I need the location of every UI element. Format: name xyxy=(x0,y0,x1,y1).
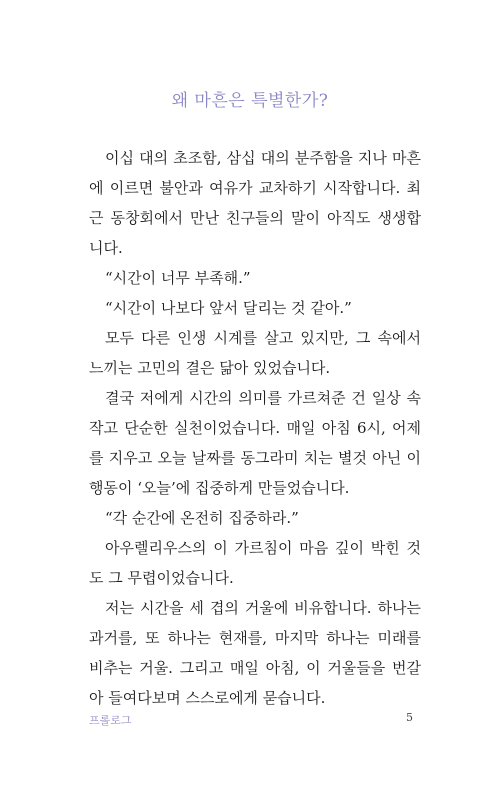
paragraph: “시간이 너무 부족해.” xyxy=(105,269,251,287)
paragraph: 결국 저에게 시간의 의미를 가르쳐준 건 일상 속 작고 단순한 실천이었습니다. 매일 아침 6시, 어제를 지우고 오늘 날짜를 동그라미 치는 별것 아닌 이 행동이 ‘오늘’에 집중하게 만들었습니다. xyxy=(89,389,421,497)
footer-section-label: 프롤로그 xyxy=(89,714,132,727)
paragraph: 이십 대의 초조함, 삼십 대의 분주함을 지나 마흔에 이르면 불안과 여유가 교차하기 시작합니다. 최근 동창회에서 만난 친구들의 말이 아직도 생생합니다. xyxy=(89,149,421,257)
body-text xyxy=(89,143,421,713)
page-number: 5 xyxy=(406,711,413,724)
paragraph: “각 순간에 온전히 집중하라.” xyxy=(105,509,299,527)
paragraph: 아우렐리우스의 이 가르침이 마음 깊이 박힌 것도 그 무렵이었습니다. xyxy=(89,539,421,587)
paragraph: 저는 시간을 세 겹의 거울에 비유합니다. 하나는 과거를, 또 하나는 현재를, 마지막 하나는 미래를 비추는 거울. 그리고 매일 아침, 이 거울들을 번갈아 들여다보며 스스로에게 묻습니다. xyxy=(89,599,421,707)
paragraph: “시간이 나보다 앞서 달리는 것 같아.” xyxy=(105,299,352,317)
paragraph: 모두 다른 인생 시계를 살고 있지만, 그 속에서 느끼는 고민의 결은 닮아 있었습니다. xyxy=(89,329,421,377)
chapter-title: 왜 마흔은 특별한가? xyxy=(171,91,329,111)
